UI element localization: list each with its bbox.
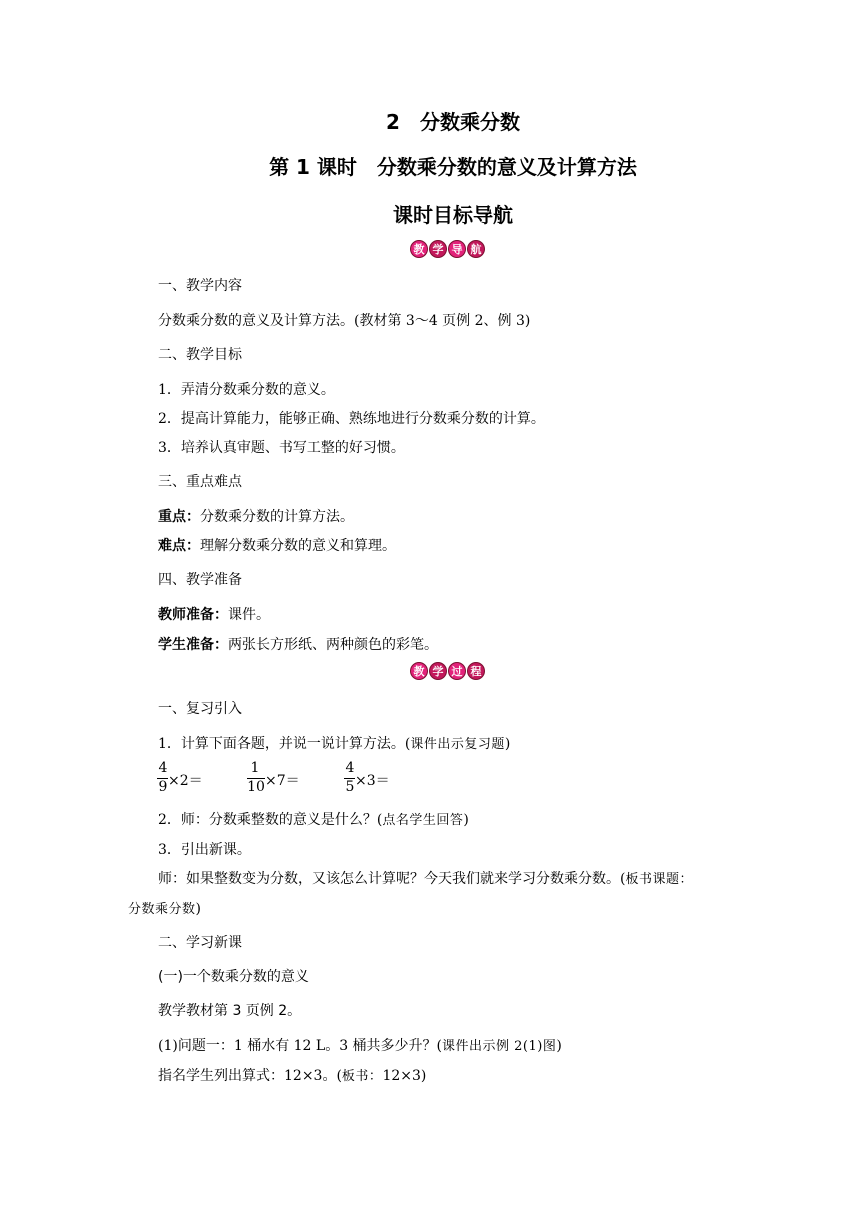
fraction-denominator: 9	[158, 779, 168, 795]
answer-end: )	[420, 1068, 427, 1084]
badge-char: 导	[448, 240, 466, 258]
teacher-prep-label: 教师准备：	[158, 607, 228, 623]
badge-char: 过	[448, 662, 466, 680]
fraction-numerator: 1	[250, 760, 260, 776]
answer-value: 12×3	[382, 1068, 421, 1084]
teacher-intro-line	[158, 868, 693, 888]
student-prep-text: 两张长方形纸、两种颜色的彩笔。	[228, 637, 438, 653]
teacher-intro-end: )	[195, 901, 201, 917]
expression-tail: ×3＝	[355, 773, 390, 789]
heading-preparation: 四、教学准备	[158, 572, 242, 588]
q2-note: 点名学生回答	[382, 813, 464, 828]
difficulty-text: 理解分数乘分数的意义和算理。	[200, 538, 396, 554]
key-point	[158, 506, 354, 526]
subheading-example: 教学教材第 3 页例 2。	[158, 1003, 302, 1019]
heading-goals: 二、教学目标	[158, 347, 242, 363]
section-title: 2 分数乘分数	[386, 110, 520, 134]
review-question-2	[158, 809, 469, 829]
fraction-denominator: 5	[345, 779, 355, 795]
q1-note: 课件出示复习题	[410, 737, 505, 752]
problem-end: )	[556, 1038, 562, 1054]
review-question-1	[158, 733, 510, 753]
lesson-title: 第 1 课时 分数乘分数的意义及计算方法	[269, 155, 637, 179]
key-text: 分数乘分数的计算方法。	[200, 509, 354, 525]
heading-content: 一、教学内容	[158, 278, 242, 294]
difficulty-label: 难点：	[158, 538, 200, 554]
teacher-intro-note: 板书课题：	[625, 872, 693, 887]
content-text: 分数乘分数的意义及计算方法。(教材第 3～4 页例 2、例 3)	[158, 313, 531, 329]
teacher-intro-line-2	[128, 898, 201, 917]
badge-char: 学	[429, 662, 447, 680]
heading-keypoints: 三、重点难点	[158, 474, 242, 490]
badge-char: 学	[429, 240, 447, 258]
heading-new-lesson: 二、学习新课	[158, 935, 242, 951]
q1-end: )	[504, 736, 511, 752]
q2-end: )	[463, 812, 469, 828]
problem-note: 课件出示例 2(1)图	[442, 1039, 557, 1054]
answer-line	[158, 1065, 426, 1085]
problem-one	[158, 1035, 562, 1055]
goal-item: 2．提高计算能力，能够正确、熟练地进行分数乘分数的计算。	[158, 411, 545, 427]
guide-badge	[410, 240, 485, 258]
teacher-intro-text: 师：如果整数变为分数，又该怎么计算呢？今天我们就来学习分数乘分数。(	[158, 871, 626, 887]
q1-text: 1．计算下面各题，并说一说计算方法。(	[158, 736, 411, 752]
badge-char: 教	[410, 662, 428, 680]
difficulty-point	[158, 535, 396, 555]
fraction-numerator: 4	[345, 760, 355, 776]
board-title: 分数乘分数	[128, 902, 196, 917]
subheading-meaning: (一)一个数乘分数的意义	[158, 969, 309, 985]
key-label: 重点：	[158, 509, 200, 525]
fraction-numerator: 4	[158, 760, 168, 776]
expression-tail: ×2＝	[168, 773, 203, 789]
process-badge	[410, 662, 485, 680]
heading-review: 一、复习引入	[158, 701, 242, 717]
review-question-3: 3．引出新课。	[158, 842, 251, 858]
goal-item: 3．培养认真审题、书写工整的好习惯。	[158, 440, 405, 456]
goal-item: 1．弄清分数乘分数的意义。	[158, 382, 335, 398]
fraction-denominator: 10	[247, 779, 265, 795]
answer-note: 板书：	[341, 1069, 383, 1084]
expression-tail: ×7＝	[265, 773, 300, 789]
expression-3	[343, 760, 403, 796]
badge-char: 航	[467, 240, 485, 258]
teacher-prep	[158, 604, 270, 624]
problem-text: (1)问题一：1 桶水有 12 L。3 桶共多少升？(	[158, 1038, 443, 1054]
answer-text: 指名学生列出算式：12×3。(	[158, 1068, 342, 1084]
expression-1	[156, 760, 216, 796]
student-prep-label: 学生准备：	[158, 637, 228, 653]
student-prep	[158, 634, 438, 654]
q2-text: 2．师：分数乘整数的意义是什么？(	[158, 812, 383, 828]
badge-char: 教	[410, 240, 428, 258]
teacher-prep-text: 课件。	[228, 607, 270, 623]
expression-2	[246, 760, 316, 796]
badge-char: 程	[467, 662, 485, 680]
nav-title: 课时目标导航	[393, 203, 513, 227]
